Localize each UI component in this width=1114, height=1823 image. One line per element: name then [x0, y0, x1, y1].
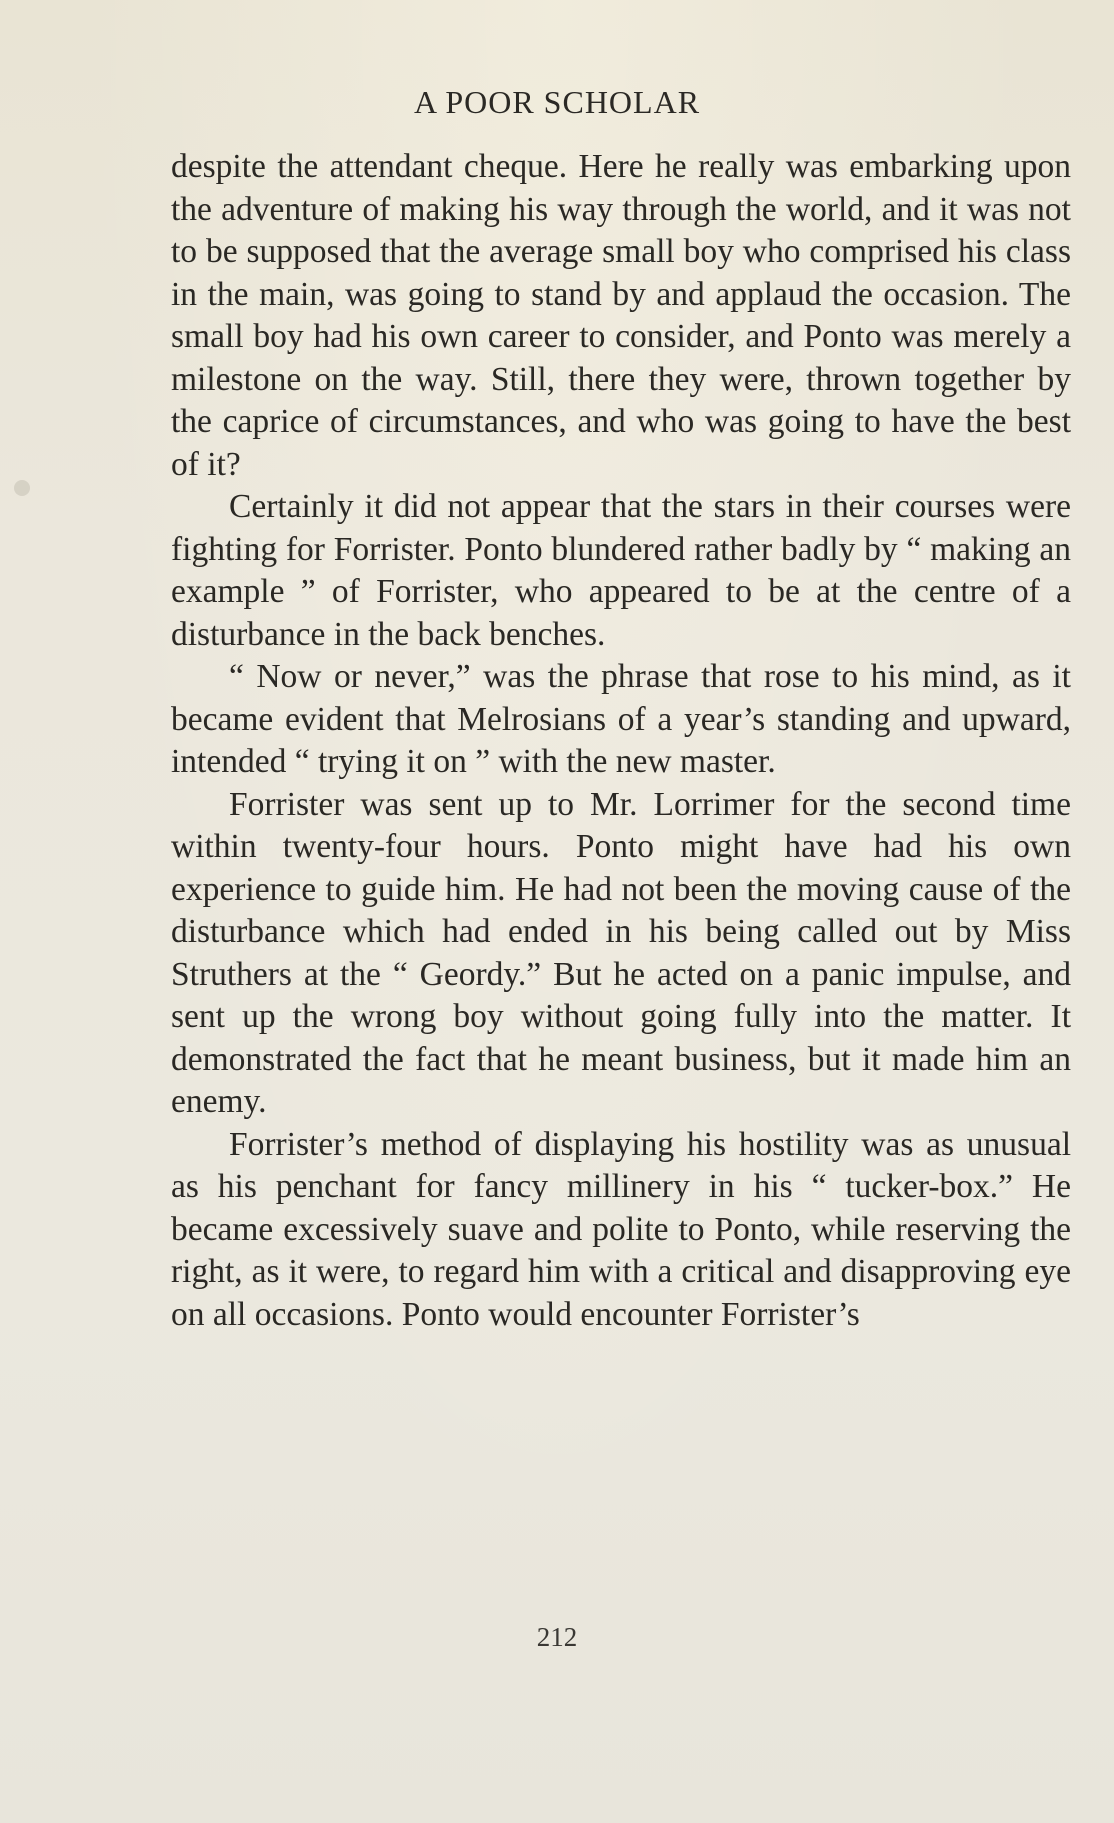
body-text [171, 146, 1071, 1336]
running-head: A POOR SCHOLAR [413, 84, 701, 120]
paragraph: Forrister was sent up to Mr. Lorrimer for the second time within twenty-four hours. Ponto might have had his own experience to guide him. He had not been the moving cause of the disturbance which had ended in his being called out by Miss Struthers at the “ Geordy.” But he acted on a panic impulse, and sent up the wrong boy without going fully into the matter. It demonstrated the fact that he meant business, but it made him an enemy. [171, 785, 1071, 1120]
paragraph: “ Now or never,” was the phrase that rose to his mind, as it became evident that Melrosians of a year’s standing and upward, intended “ trying it on ” with the new master. [171, 658, 1071, 780]
paper-speck [14, 480, 30, 496]
paragraph: Certainly it did not appear that the stars in their courses were fighting for Forrister. Ponto blundered rather badly by “ making an example ” of Forrister, who appeared to be at the centre of a disturbance in the back benches. [171, 488, 1071, 653]
paragraph-continued: despite the attendant cheque. Here he really was embarking upon the adventure of making his way through the world, and it was not to be supposed that the average small boy who comprised his class in the main, was going to stand by and applaud the occasion. The small boy had his own career to consider, and Ponto was merely a milestone on the way. Still, there they were, thrown together by the caprice of circumstances, and who was going to have the best of it? [171, 148, 1071, 483]
page-number: 212 [536, 1622, 578, 1652]
paragraph: Forrister’s method of displaying his hostility was as unusual as his penchant for fancy millinery in his “ tucker-box.” He became excessively suave and polite to Ponto, while reserving the right, as it were, to regard him with a critical and disapproving eye on all occasions. Ponto would encounter Forrister’s [171, 1125, 1071, 1333]
